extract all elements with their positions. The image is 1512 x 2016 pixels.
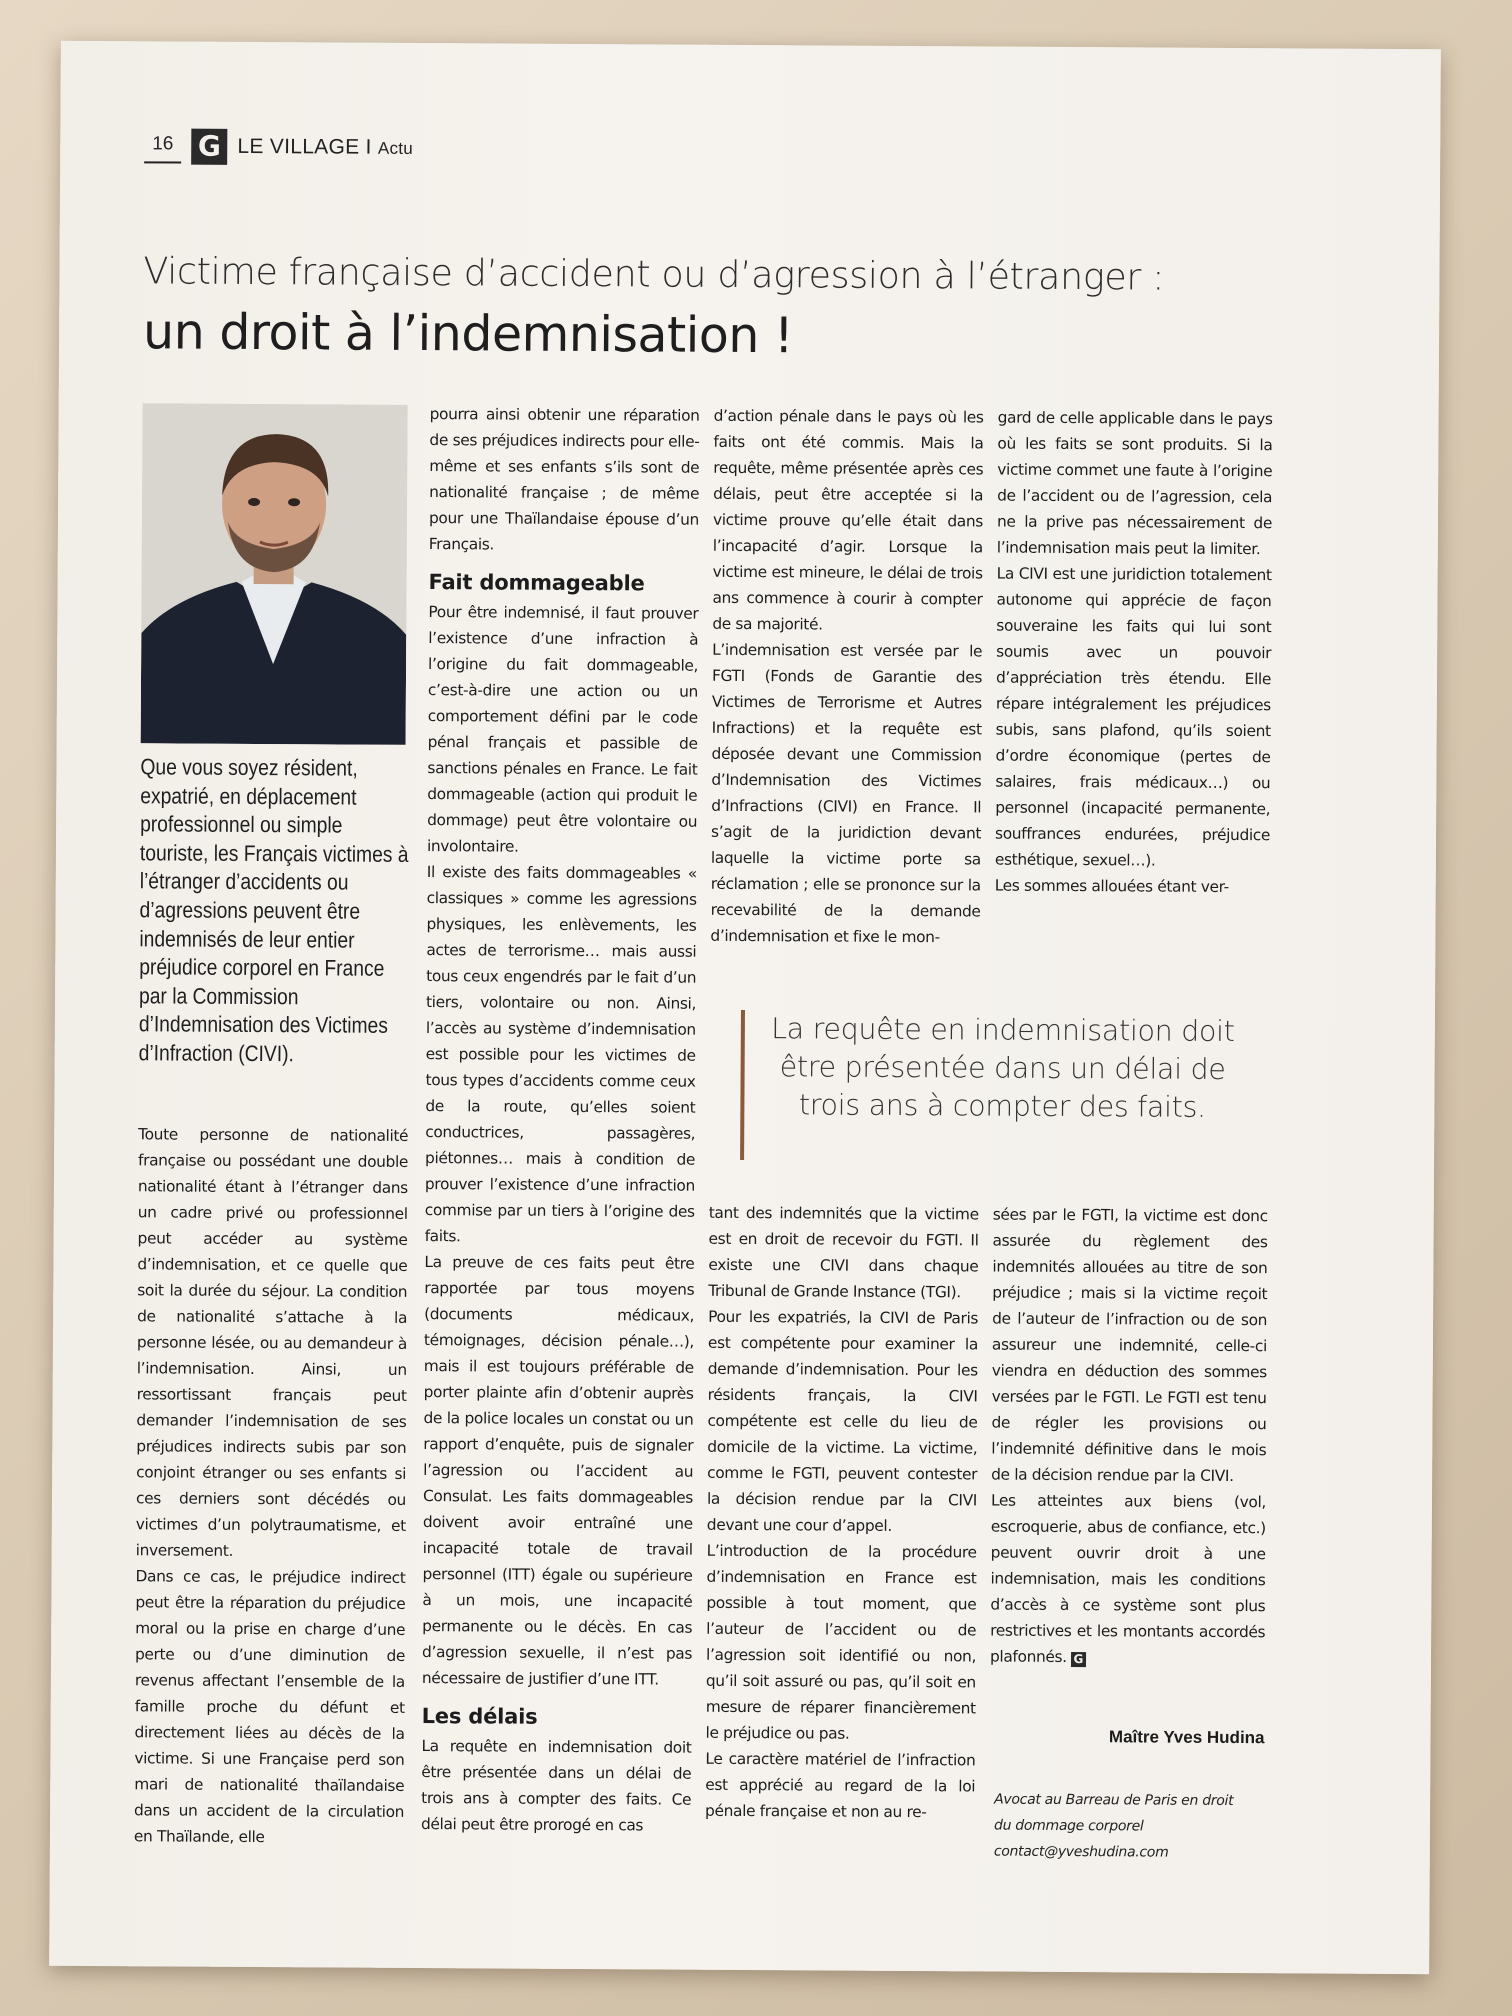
section-label: LE VILLAGE I Actu: [237, 134, 414, 159]
author-photo: [141, 403, 408, 745]
pull-quote-text: La requête en indemnisation doit être présentée dans un délai de trois ans à compter des faits.: [771, 1012, 1235, 1124]
paragraph: Toute personne de nationalité française ou possédant une double nationalité étant à l’étranger dans un cadre privé ou professionnel peut accéder au système d’indemnisation, et ce quelle que soit la durée du séjour. La condition de nationalité s’attache à la personne lésée, ou au demandeur à l’indemnisation. Ainsi, un ressortissant français peut demander l’indemnisation de ses préjudices indirects subis par son conjoint étranger ou ses enfants si ces derniers sont décédés ou victimes d’un polytraumatisme, et inversement.: [135, 1125, 409, 1560]
page-header: [144, 127, 413, 167]
column-4: [995, 405, 1273, 901]
paragraph: sées par le FGTI, la victime est donc assurée du règlement des indemnités allouées au titre de son préjudice ; mais si la victime reçoit de l’auteur de l’infraction ou de son assureur une indemnité, celle-ci viendra en déduction des sommes versées par le FGTI. Le FGTI est tenu de régler les provisions ou l’indemnité définitive dans le mois de la décision rendue par la CIVI.: [991, 1205, 1268, 1485]
column-4-lower: [990, 1202, 1268, 1672]
paragraph: Les atteintes aux biens (vol, escroquerie, abus de confiance, etc.) peuvent ouvrir droit à une indemnisation, mais les conditions d’accès à ce système sont plus restrictives et les montants accordés plafonnés. G: [989, 1491, 1267, 1667]
subheading-fait-dommageable: Fait dommageable: [428, 570, 645, 596]
column-2: [421, 401, 700, 1839]
author-email: contact@yveshudina.com: [993, 1843, 1169, 1861]
paragraph: Dans ce cas, le préjudice indirect peut être la réparation du préjudice moral ou la prise en charge d’une perte ou d’une diminution de revenus affectant l’ensemble de la famille proche du défunt et directement liées au décès de la victime. Si une Française perd son mari de nationalité thaïlandaise dans un accident de la circulation en Thaïlande, elle: [133, 1567, 406, 1847]
paragraph: L’introduction de la procédure d’indemnisation en France est possible à tout moment, que l’auteur de l’accident ou de l’agression soit identifié ou non, qu’il soit assuré ou pas, qu’il soit en mesure de réparer financièrement le préjudice ou pas.: [705, 1541, 977, 1743]
article-title-line2: un droit à l’indemnisation !: [142, 303, 794, 365]
article-title-line1: Victime française d’accident ou d’agression à l’étranger :: [143, 249, 1165, 299]
author-name: Maître Yves Hudina: [1108, 1727, 1265, 1748]
subheading-les-delais: Les délais: [421, 1704, 538, 1729]
paragraph: Les sommes allouées étant ver-: [994, 876, 1229, 896]
paragraph: La requête en indemnisation doit être présentée dans un délai de trois ans à compter des faits. Ce délai peut être prorogé en cas: [420, 1737, 692, 1835]
paragraph: gard de celle applicable dans le pays où les faits se sont produits. Si la victime commet une faute à l’origine de l’accident ou de l’agression, cela ne la prive pas nécessairement de l’indemnisation mais peut la limiter.: [996, 408, 1273, 559]
paragraph: Il existe des faits dommageables « classiques » comme les agressions physiques, les enlèvements, les actes de terrorisme… mais aussi tous ceux engendrés par le fait d’un tiers, volontaire ou non. Ainsi, l’accès au système d’indemnisation est possible pour les victimes de tous types d’accidents comme ceux de la route, qu’elles soient conductrices, passagères, piétonnes… mais à condition de prouver l’existence d’une infraction commise par un tiers à l’origine des faits.: [424, 863, 697, 1246]
article-intro: Que vous soyez résident, expatrié, en déplacement professionnel ou simple touriste, les Français victimes à l’étranger d’accidents ou d’agressions peuvent être indemnisés de leur entier préjudice corporel en France par la Commission d’Indemnisation des Victimes d’Infraction (CIVI).: [138, 754, 409, 1067]
author-bio: Avocat au Barreau de Paris en droit du dommage corporel contact@yveshudina.com: [994, 1787, 1269, 1867]
column-3: [710, 403, 983, 951]
paragraph: Pour les expatriés, la CIVI de Paris est compétente pour examiner la demande d’indemnisation. Pour les résidents français, la CIVI compétente est celle du lieu de domicile de la victime. La victime, comme le FGTI, peuvent contester la décision rendue par la CIVI devant une cour d’appel.: [706, 1307, 979, 1535]
paragraph: La CIVI est une juridiction totalement autonome qui apprécie de façon souveraine les faits qui lui sont soumis avec un pouvoir d’appréciation très étendu. Elle répare intégralement les préjudices subis, sans plafond, qu’ils soient d’ordre économique (pertes de salaires, frais médicaux…) ou personnel (incapacité permanente, souffrances endurées, préjudice esthétique, sexuel…).: [994, 564, 1272, 870]
magazine-logo: G: [191, 129, 227, 165]
page-number: 16: [144, 129, 181, 163]
paragraph: Pour être indemnisé, il faut prouver l’existence d’une infraction à l’origine du fait dommageable, c’est-à-dire une action ou un comportement défini par le code pénal français et passible de sanctions pénales en France. Le fait dommageable (action qui produit le dommage) peut être volontaire ou involontaire.: [426, 603, 699, 856]
paragraph: pourra ainsi obtenir une réparation de ses préjudices indirects pour elle-même et ses enfants s’ils sont de nationalité française ; de même pour une Thaïlandaise épouse d’un Français.: [428, 405, 700, 554]
end-mark-logo: G: [1071, 1652, 1086, 1667]
paragraph: tant des indemnités que la victime est en droit de recevoir du FGTI. Il existe une CIVI dans chaque Tribunal de Grande Instance (TGI).: [708, 1203, 979, 1302]
magazine-page: [49, 41, 1441, 1974]
column-1: [134, 1121, 408, 1851]
pull-quote: [740, 1010, 1251, 1163]
paragraph: L’indemnisation est versée par le FGTI (Fonds de Garantie des Victimes de Terrorisme et Autres Infractions) et la requête est déposée devant une Commission d’Indemnisation des Victimes d’Infractions (CIVI) en France. Il s’agit de la juridiction devant laquelle la victime porte sa réclamation ; elle se prononce sur la recevabilité de la demande d’indemnisation et fixe le mon-: [710, 640, 983, 947]
paragraph: La preuve de ces faits peut être rapportée par tous moyens (documents médicaux, témoignages, décision pénale…), mais il est toujours préférable de porter plainte afin d’obtenir auprès de la police locales un constat ou un rapport d’enquête, puis de signaler l’agression ou l’accident au Consulat. Les faits dommageables doivent avoir entraîné une incapacité totale de travail personnel (ITT) égale ou supérieure à un mois, une incapacité permanente ou le décès. En cas d’agression sexuelle, il n’est pas nécessaire de justifier d’une ITT.: [421, 1253, 695, 1689]
paragraph: Le caractère matériel de l’infraction est apprécié au regard de la loi pénale française et non au re-: [705, 1749, 976, 1822]
column-3-lower: [705, 1200, 979, 1826]
paragraph: d’action pénale dans le pays où les faits ont été commis. Mais la requête, même présentée après ces délais, peut être acceptée si la victime prouve qu’elle était dans l’incapacité d’agir. Lorsque la victime est mineure, le délai de trois ans commence à courir à compter de sa majorité.: [712, 406, 984, 634]
